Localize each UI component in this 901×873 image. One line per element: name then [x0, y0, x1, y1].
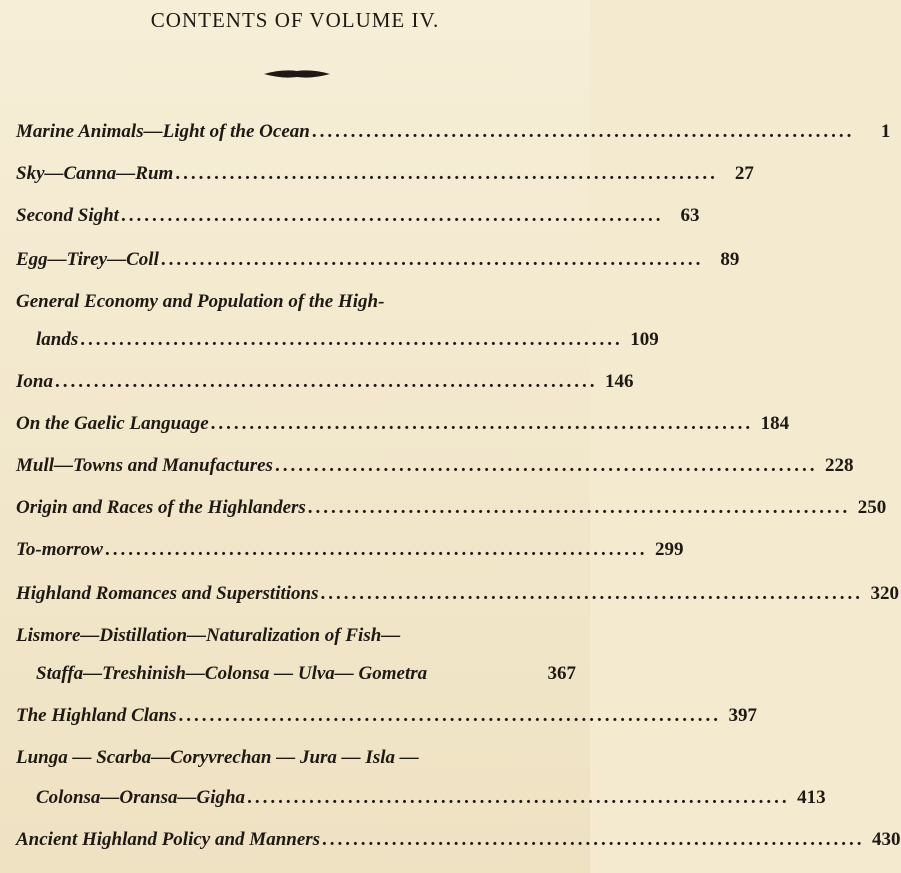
toc-entry-title-part: General Economy and Population of the High-: [16, 291, 385, 312]
dot-leader: ......................................................................: [210, 413, 754, 434]
toc-entry: [16, 246, 740, 274]
toc-entry-title: Staffa—Treshinish—Colonsa — Ulva— Gometra: [36, 663, 428, 684]
toc-entry-title: Ancient Highland Policy and Manners: [16, 829, 321, 850]
page-title: CONTENTS OF VOLUME IV.: [150, 8, 440, 32]
toc-entry-page: 430: [872, 829, 901, 850]
toc-entry: [36, 660, 576, 688]
toc-entry-title: On the Gaelic Language: [16, 413, 209, 434]
toc-entry-title: Sky—Canna—Rum: [16, 163, 174, 184]
toc-entry-title-part: Lismore—Distillation—Naturalization of Fish—: [16, 625, 401, 646]
toc-entry-page: 367: [547, 663, 576, 684]
toc-entry-page: 397: [728, 705, 757, 726]
toc-entry-page: 63: [680, 205, 700, 226]
dot-leader: ......................................................................: [247, 787, 790, 808]
dot-leader: ......................................................................: [311, 121, 855, 142]
toc-entry: [16, 202, 700, 230]
toc-entry-title: Mull—Towns and Manufactures: [16, 455, 273, 476]
toc-entry: [16, 580, 899, 608]
toc-entry-title: The Highland Clans: [16, 705, 177, 726]
toc-entry-title: Egg—Tirey—Coll: [16, 249, 159, 270]
toc-entry-page: 250: [857, 497, 887, 518]
toc-entry-title: Origin and Races of the Highlanders: [16, 497, 306, 518]
toc-entry: [16, 826, 901, 854]
dot-leader: ......................................................................: [178, 705, 721, 726]
dot-leader: ......................................................................: [307, 497, 851, 518]
dot-leader: ......................................................................: [104, 539, 648, 560]
toc-entry: [36, 784, 826, 812]
toc-entry: [16, 410, 790, 438]
dot-leader: ......................................................................: [322, 829, 865, 850]
dot-leader: ......................................................................: [274, 455, 818, 476]
toc-entry-title-line1: [16, 744, 576, 772]
toc-entry-title: Colonsa—Oransa—Gigha: [36, 787, 246, 808]
toc-entry-page: 27: [734, 163, 754, 184]
toc-entry: [16, 702, 757, 730]
dot-leader: ......................................................................: [160, 249, 704, 270]
toc-entry-title-line1: [16, 622, 576, 650]
toc-entry-page: 228: [824, 455, 854, 476]
toc-entry-title: To-morrow: [16, 539, 103, 560]
toc-entry-title: lands: [36, 329, 79, 350]
toc-entry-page: 320: [870, 583, 899, 604]
toc-entry-title-line1: [16, 288, 576, 316]
toc-entry: [16, 160, 754, 188]
toc-entry-page: 413: [797, 787, 826, 808]
toc-entry-page: 299: [654, 539, 684, 560]
toc-entry-title-part: Lunga — Scarba—Coryvrechan — Jura — Isla —: [16, 747, 419, 768]
toc-entry-page: 89: [720, 249, 740, 270]
toc-entry: [16, 368, 634, 396]
dot-leader: ......................................................................: [120, 205, 664, 226]
dot-leader: ......................................................................: [80, 329, 623, 350]
toc-entry: [16, 452, 854, 480]
dot-leader: ......................................................................: [320, 583, 863, 604]
dot-leader: ......................................................................: [175, 163, 718, 184]
toc-entry: [16, 118, 891, 146]
toc-entry-page: 109: [630, 329, 659, 350]
toc-entry: [16, 494, 887, 522]
toc-entry-title: Marine Animals—Light of the Ocean: [16, 121, 310, 142]
toc-entry: [16, 536, 684, 564]
toc-entry-page: 184: [760, 413, 790, 434]
toc-entry: [36, 326, 659, 354]
toc-entry-title: Second Sight: [16, 205, 119, 226]
toc-entry-title: Highland Romances and Superstitions: [16, 583, 319, 604]
toc-entry-page: 1: [880, 121, 891, 142]
dot-leader: ......................................................................: [54, 371, 598, 392]
toc-entry-page: 146: [604, 371, 634, 392]
toc-entry-title: Iona: [16, 371, 53, 392]
